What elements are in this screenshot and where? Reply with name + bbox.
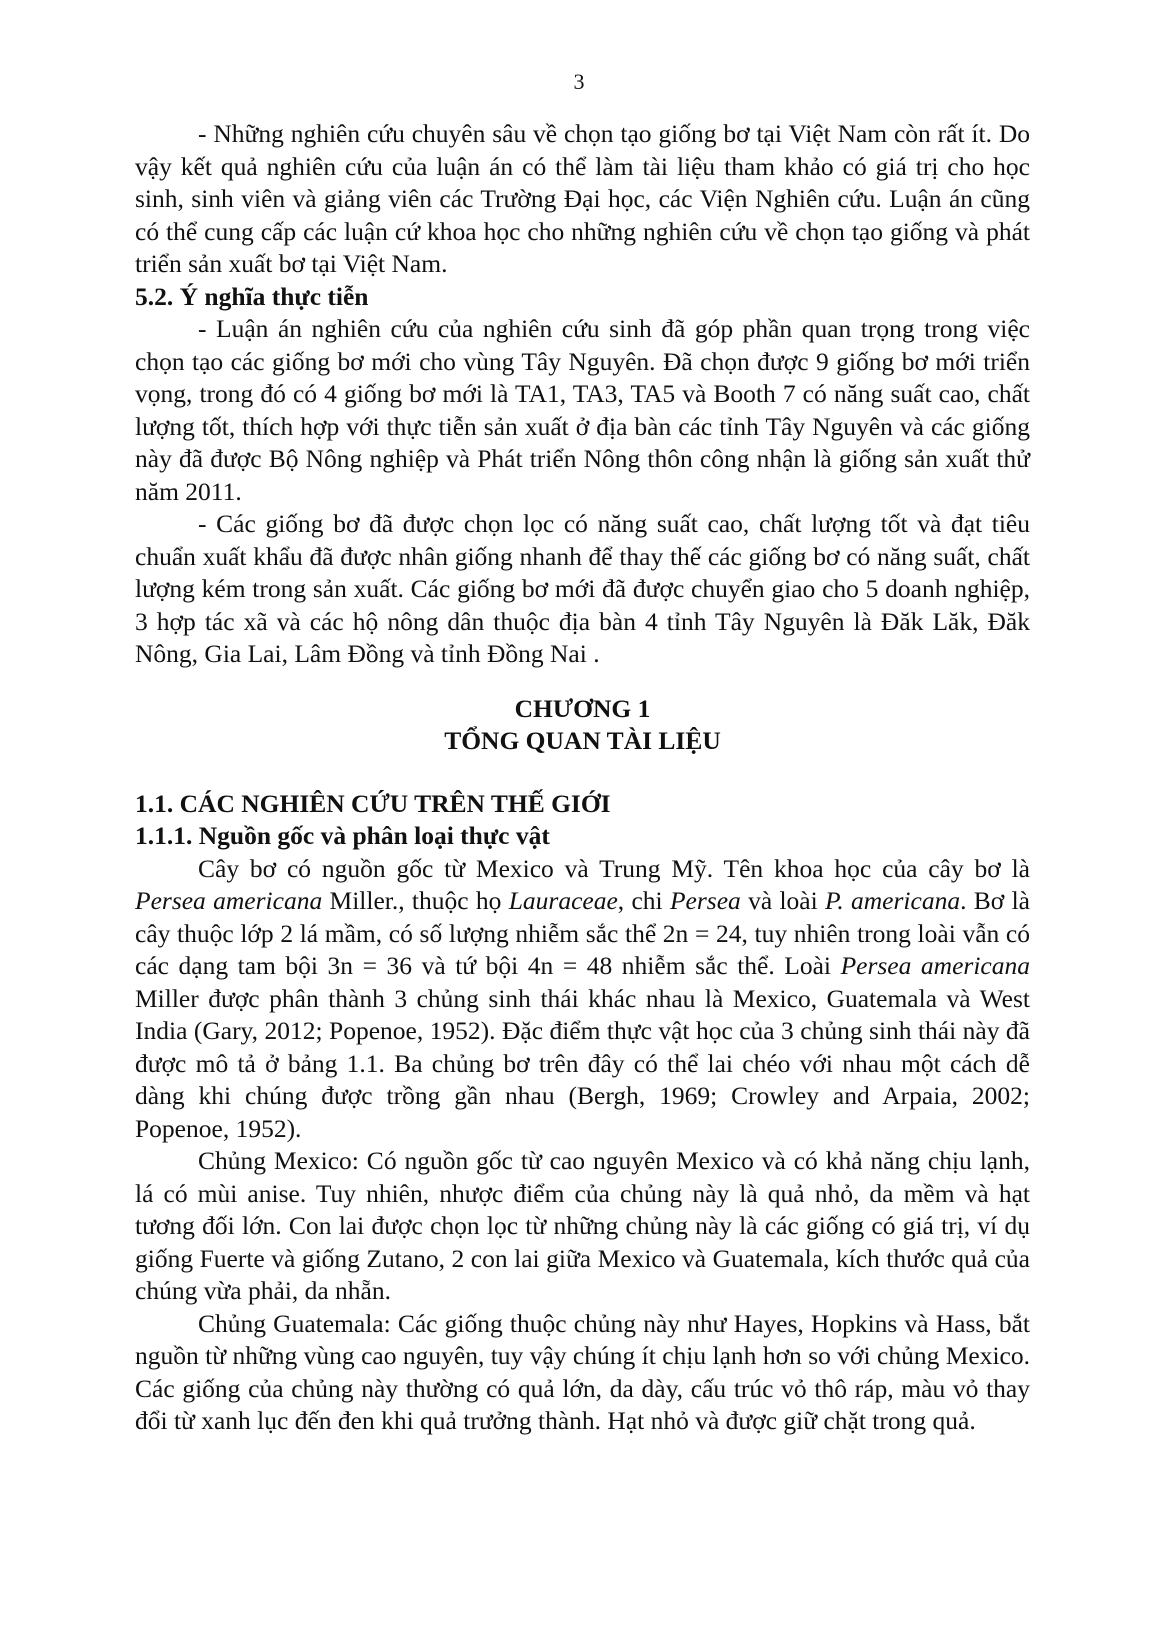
text-run: Miller., thuộc họ xyxy=(322,886,509,915)
text-run: và loài xyxy=(740,886,826,915)
page-content xyxy=(135,118,1030,1438)
text-run: Miller được phân thành 3 chủng sinh thái khác nhau là Mexico, Guatemala và West India (Gary, 2012; Popenoe, 1952). Đặc điểm thực vật học của 3 chủng sinh thái này đã được mô tả ở bảng 1.1. Ba chủng bơ trên đây có thể lai chéo với nhau một cách dễ dàng khi chúng được trồng gần nhau (Bergh, 1969; Crowley and Arpaia, 2002; Popenoe, 1952). xyxy=(135,983,1030,1143)
paragraph-5-2-2: - Các giống bơ đã được chọn lọc có năng suất cao, chất lượng tốt và đạt tiêu chuẩn xuất khẩu đã được nhân giống nhanh để thay thế các giống bơ có năng suất, chất lượng kém trong sản xuất. Các giống bơ mới đã được chuyển giao cho 5 doanh nghiệp, 3 hợp tác xã và các hộ nông dân thuộc địa bàn 4 tỉnh Tây Nguyên là Đăk Lăk, Đăk Nông, Gia Lai, Lâm Đồng và tỉnh Đồng Nai . xyxy=(135,509,1030,668)
section-heading-5-2: 5.2. Ý nghĩa thực tiễn xyxy=(135,281,369,311)
species-abbrev: P. americana xyxy=(825,886,961,915)
page-number: 3 xyxy=(573,69,585,94)
text-run: , chi xyxy=(617,886,670,915)
paragraph-origin xyxy=(135,853,1030,1146)
text-run: . Bơ là cây thuộc lớp 2 lá mầm, có số lượng nhiễm sắc thể 2n = 24, tuy nhiên trong loài vẫn có các dạng tam bội 3n = 36 và tứ bội 4n = 48 nhiễm sắc thể. Loài xyxy=(135,886,1030,980)
chapter-header xyxy=(135,693,1030,758)
subsection-heading-1-1-1: 1.1.1. Nguồn gốc và phân loại thực vật xyxy=(135,821,550,850)
text-run: Cây bơ có nguồn gốc từ Mexico và Trung Mỹ. Tên khoa học của cây bơ là xyxy=(198,853,1030,883)
paragraph-guatemala-race: Chủng Guatemala: Các giống thuộc chủng này như Hayes, Hopkins và Hass, bắt nguồn từ những vùng cao nguyên, tuy vậy chúng ít chịu lạnh hơn so với chủng Mexico. Các giống của chủng này thường có quả lớn, da dày, cấu trúc vỏ thô ráp, màu vỏ thay đổi từ xanh lục đến đen khi quả trưởng thành. Hạt nhỏ và được giữ chặt trong quả. xyxy=(135,1308,1030,1435)
paragraph-mexico-race: Chủng Mexico: Có nguồn gốc từ cao nguyên Mexico và có khả năng chịu lạnh, lá có mùi anise. Tuy nhiên, nhược điểm của chủng này là quả nhỏ, da mềm và hạt tương đối lớn. Con lai được chọn lọc từ những chủng này là các giống có giá trị, ví dụ giống Fuerte và giống Zutano, 2 con lai giữa Mexico và Guatemala, kích thước quả của chúng vừa phải, da nhẵn. xyxy=(135,1146,1030,1305)
species-name: Persea americana xyxy=(135,886,323,915)
species-name: Persea americana xyxy=(840,951,1030,980)
genus-name: Persea xyxy=(669,886,741,915)
chapter-number: CHƯƠNG 1 xyxy=(514,693,651,723)
intro-paragraph: - Những nghiên cứu chuyên sâu về chọn tạo giống bơ tại Việt Nam còn rất ít. Do vậy kết quả nghiên cứu của luận án có thể làm tài liệu tham khảo có giá trị cho học sinh, sinh viên và giảng viên các Trường Đại học, các Viện Nghiên cứu. Luận án cũng có thể cung cấp các luận cứ khoa học cho những nghiên cứu về chọn tạo giống và phát triển sản xuất bơ tại Việt Nam. xyxy=(135,119,1030,278)
section-heading-1-1: 1.1. CÁC NGHIÊN CỨU TRÊN THẾ GIỚI xyxy=(135,788,611,818)
paragraph-5-2-1: - Luận án nghiên cứu của nghiên cứu sinh đã góp phần quan trọng trong việc chọn tạo các giống bơ mới cho vùng Tây Nguyên. Đã chọn được 9 giống bơ mới triển vọng, trong đó có 4 giống bơ mới là TA1, TA3, TA5 và Booth 7 có năng suất cao, chất lượng tốt, thích hợp với thực tiễn sản xuất ở địa bàn các tỉnh Tây Nguyên và các giống này đã được Bộ Nông nghiệp và Phát triển Nông thôn công nhận là giống sản xuất thử năm 2011. xyxy=(135,314,1030,506)
family-name: Lauraceae xyxy=(508,886,618,915)
chapter-title: TỔNG QUAN TÀI LIỆU xyxy=(444,726,721,755)
